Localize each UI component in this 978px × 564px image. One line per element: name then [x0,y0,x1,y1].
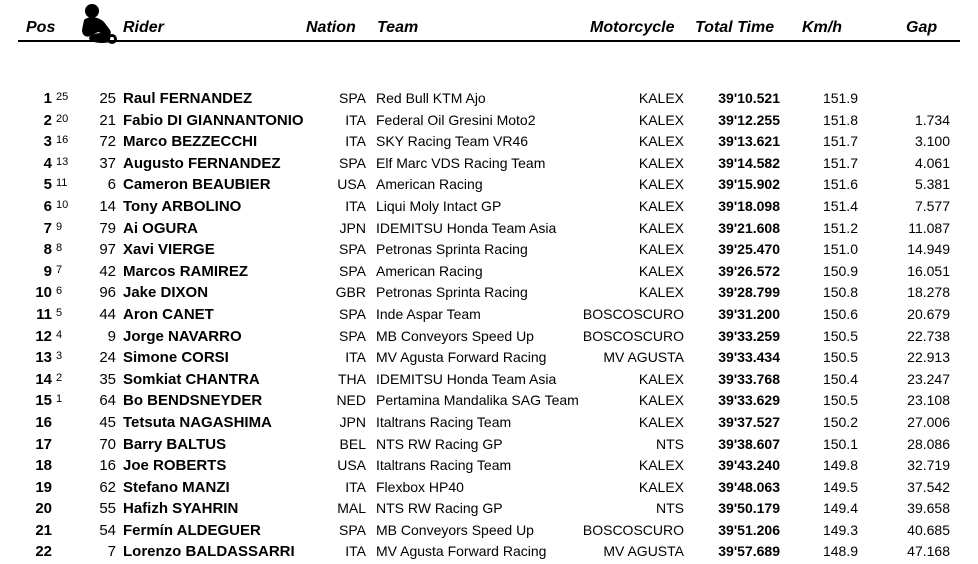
row-total-time: 39'50.179 [718,500,780,517]
row-team: NTS RW Racing GP [376,500,503,517]
row-gap: 22.913 [907,349,950,366]
row-speed: 151.4 [822,197,858,214]
row-rider-name: Xavi VIERGE [123,241,215,259]
table-row [0,434,978,456]
row-team: American Racing [376,176,483,193]
row-team: Flexbox HP40 [376,478,464,495]
row-nation: THA [338,370,366,387]
row-gap: 39.658 [907,500,950,517]
row-team: Red Bull KTM Ajo [376,90,486,106]
row-rider-number: 6 [107,176,116,194]
row-grid-position: 7 [56,263,63,276]
row-pos: 18 [35,457,52,475]
row-rider-name: Bo BENDSNEYDER [123,392,263,410]
row-nation: BEL [339,435,366,452]
row-speed: 151.2 [822,219,858,236]
row-team: Inde Aspar Team [376,305,481,322]
row-motorcycle: BOSCOSCURO [582,327,684,344]
row-speed: 150.9 [822,262,858,279]
row-total-time: 39'18.098 [718,197,780,214]
row-total-time: 39'37.527 [718,413,780,430]
row-grid-position: 6 [56,285,63,298]
row-gap: 5.381 [914,176,950,193]
row-motorcycle: KALEX [638,392,684,409]
row-pos: 10 [35,284,52,302]
row-total-time: 39'43.240 [718,457,780,474]
row-nation: GBR [335,284,366,301]
row-rider-number: 97 [99,241,116,259]
row-speed: 149.8 [822,457,858,474]
row-rider-name: Tetsuta NAGASHIMA [123,413,272,431]
row-gap: 3.100 [914,133,950,150]
row-team: MV Agusta Forward Racing [376,349,547,366]
row-total-time: 39'33.259 [718,327,780,344]
row-gap: 32.719 [907,457,950,474]
row-speed: 151.0 [822,241,858,258]
row-grid-position: 3 [56,350,63,363]
row-rider-name: Marco BEZZECCHI [123,133,258,151]
row-rider-name: Ai OGURA [123,219,198,237]
row-rider-name: Jake DIXON [123,284,209,302]
row-pos: 1 [43,90,52,107]
row-pos: 9 [43,262,52,280]
row-speed: 148.9 [822,543,858,560]
row-grid-position: 10 [56,198,69,211]
row-rider-number: 7 [107,543,116,561]
row-team: MV Agusta Forward Racing [376,543,547,560]
row-pos: 5 [43,176,52,194]
row-nation: SPA [339,521,366,538]
row-grid-position: 11 [56,177,68,190]
results-header [0,0,978,44]
results-table [0,88,978,563]
row-motorcycle: KALEX [638,370,684,387]
row-rider-name: Joe ROBERTS [123,457,227,475]
row-total-time: 39'51.206 [718,521,780,538]
row-nation: SPA [339,241,366,258]
table-row [0,455,978,477]
row-total-time: 39'26.572 [718,262,780,279]
row-rider-name: Fabio DI GIANNANTONIO [123,111,304,129]
row-rider-name: Fermín ALDEGUER [123,521,261,539]
row-speed: 150.5 [822,392,858,409]
row-rider-number: 54 [99,521,116,539]
row-rider-name: Lorenzo BALDASSARRI [123,543,295,561]
row-rider-name: Hafizh SYAHRIN [123,500,239,518]
row-speed: 149.5 [822,478,858,495]
row-nation: NED [336,392,366,409]
row-nation: SPA [339,154,366,171]
row-rider-number: 35 [99,370,116,388]
row-total-time: 39'33.434 [718,349,780,366]
row-rider-number: 70 [99,435,116,453]
row-pos: 7 [43,219,52,237]
header-kmh: Km/h [802,19,842,36]
table-row [0,390,978,412]
row-pos: 19 [35,478,52,496]
row-total-time: 39'14.582 [718,154,780,171]
row-grid-position: 8 [56,242,63,255]
row-gap: 37.542 [907,478,950,495]
row-rider-name: Simone CORSI [123,349,229,367]
row-gap: 1.734 [914,111,950,128]
row-rider-name: Raul FERNANDEZ [123,90,253,107]
row-gap: 14.949 [907,241,950,258]
row-team: Federal Oil Gresini Moto2 [376,111,536,128]
row-team: MB Conveyors Speed Up [376,521,534,538]
row-gap: 16.051 [907,262,950,279]
row-grid-position: 4 [56,328,63,341]
header-pos: Pos [26,19,56,36]
header-team: Team [377,19,419,36]
row-gap: 18.278 [907,284,950,301]
table-row [0,110,978,132]
table-row [0,153,978,175]
row-nation: USA [337,176,366,193]
row-gap: 7.577 [914,197,950,214]
row-gap: 47.168 [907,543,950,560]
row-rider-number: 96 [99,284,116,302]
row-motorcycle: MV AGUSTA [603,543,684,560]
table-row [0,477,978,499]
row-speed: 151.7 [822,133,858,150]
row-rider-number: 25 [99,90,116,107]
row-team: Italtrans Racing Team [376,413,512,430]
row-nation: JPN [339,219,366,236]
row-nation: SPA [339,90,366,106]
row-rider-name: Tony ARBOLINO [123,197,242,215]
row-rider-number: 9 [107,327,116,345]
row-nation: ITA [345,478,366,495]
table-row [0,304,978,326]
row-team: Petronas Sprinta Racing [376,284,528,301]
row-motorcycle: KALEX [638,133,684,150]
row-rider-number: 55 [99,500,116,518]
row-speed: 150.2 [822,413,858,430]
row-team: Pertamina Mandalika SAG Team [376,392,579,409]
row-speed: 150.8 [822,284,858,301]
row-pos: 14 [35,370,52,388]
row-total-time: 39'33.629 [718,392,780,409]
row-gap: 28.086 [907,435,950,452]
row-speed: 150.4 [822,370,858,387]
row-speed: 151.6 [822,176,858,193]
row-grid-position: 2 [56,371,63,384]
row-pos: 4 [43,154,52,172]
row-motorcycle: KALEX [638,219,684,236]
row-motorcycle: MV AGUSTA [603,349,684,366]
row-rider-number: 79 [99,219,116,237]
row-team: Liqui Moly Intact GP [376,197,502,214]
row-pos: 3 [43,133,52,151]
row-motorcycle: KALEX [638,154,684,171]
row-motorcycle: NTS [656,435,684,452]
table-row [0,218,978,240]
row-team: SKY Racing Team VR46 [376,133,529,150]
header-nation: Nation [306,19,356,36]
row-nation: ITA [345,543,366,560]
row-total-time: 39'28.799 [718,284,780,301]
row-speed: 150.5 [822,349,858,366]
row-team: IDEMITSU Honda Team Asia [376,219,557,236]
row-pos: 8 [43,241,52,259]
row-pos: 2 [43,111,52,129]
table-row [0,347,978,369]
row-grid-position: 9 [56,220,63,233]
row-nation: ITA [345,349,366,366]
row-motorcycle: KALEX [638,241,684,258]
table-row [0,88,978,110]
row-rider-name: Marcos RAMIREZ [123,262,249,280]
header-motorcycle: Motorcycle [590,19,675,36]
row-pos: 17 [35,435,52,453]
row-rider-number: 42 [99,262,116,280]
row-speed: 151.9 [822,90,858,106]
row-gap: 23.247 [907,370,950,387]
row-speed: 150.6 [822,305,858,322]
table-row [0,239,978,261]
row-rider-name: Stefano MANZI [123,478,230,496]
row-nation: ITA [345,111,366,128]
row-gap: 22.738 [907,327,950,344]
row-nation: USA [337,457,366,474]
row-rider-number: 72 [99,133,116,151]
header-divider [18,40,960,42]
row-rider-number: 45 [99,413,116,431]
row-motorcycle: KALEX [638,90,684,106]
row-team: Petronas Sprinta Racing [376,241,528,258]
row-speed: 151.7 [822,154,858,171]
table-row [0,369,978,391]
row-motorcycle: KALEX [638,284,684,301]
row-rider-number: 37 [99,154,116,172]
row-motorcycle: BOSCOSCURO [582,521,684,538]
row-grid-position: 13 [56,155,69,168]
row-total-time: 39'21.608 [718,219,780,236]
row-pos: 15 [35,392,52,410]
row-team: American Racing [376,262,483,279]
row-pos: 11 [36,305,52,323]
row-motorcycle: KALEX [638,111,684,128]
table-row [0,196,978,218]
row-rider-name: Somkiat CHANTRA [123,370,260,388]
row-pos: 13 [35,349,52,367]
row-rider-number: 21 [99,111,116,129]
row-rider-name: Augusto FERNANDEZ [123,154,281,172]
row-total-time: 39'38.607 [718,435,780,452]
row-motorcycle: KALEX [638,457,684,474]
row-pos: 22 [35,543,52,561]
row-rider-name: Cameron BEAUBIER [123,176,271,194]
row-nation: MAL [337,500,366,517]
row-total-time: 39'10.521 [718,90,780,106]
row-total-time: 39'13.621 [718,133,780,150]
row-nation: ITA [345,133,366,150]
row-motorcycle: KALEX [638,478,684,495]
row-grid-position: 1 [56,393,63,406]
row-grid-position: 16 [56,134,69,147]
row-rider-number: 62 [99,478,116,496]
row-pos: 6 [43,197,52,215]
table-row [0,326,978,348]
row-team: Italtrans Racing Team [376,457,512,474]
row-rider-number: 24 [99,349,116,367]
row-total-time: 39'57.689 [718,543,780,560]
row-gap: 27.006 [907,413,950,430]
row-nation: JPN [339,413,366,430]
row-speed: 149.3 [822,521,858,538]
row-rider-name: Aron CANET [123,305,214,323]
row-team: NTS RW Racing GP [376,435,503,452]
table-row [0,412,978,434]
row-gap: 4.061 [914,154,950,171]
row-gap: 20.679 [907,305,950,322]
row-nation: ITA [345,197,366,214]
row-gap: 23.108 [907,392,950,409]
table-row [0,520,978,542]
row-nation: SPA [339,262,366,279]
row-rider-name: Barry BALTUS [123,435,227,453]
row-total-time: 39'12.255 [718,111,780,128]
row-pos: 12 [35,327,52,345]
row-team: Elf Marc VDS Racing Team [376,154,546,171]
row-motorcycle: KALEX [638,413,684,430]
row-total-time: 39'15.902 [718,176,780,193]
row-motorcycle: KALEX [638,176,684,193]
row-team: MB Conveyors Speed Up [376,327,534,344]
header-total-time: Total Time [695,19,775,36]
row-grid-position: 25 [56,91,69,103]
row-total-time: 39'25.470 [718,241,780,258]
row-pos: 16 [35,413,52,431]
row-nation: SPA [339,327,366,344]
row-speed: 151.8 [822,111,858,128]
row-grid-position: 5 [56,306,63,319]
header-rider: Rider [123,19,164,36]
row-rider-number: 14 [99,197,116,215]
row-rider-number: 44 [99,305,116,323]
row-gap: 40.685 [907,521,950,538]
row-total-time: 39'33.768 [718,370,780,387]
row-total-time: 39'48.063 [718,478,780,495]
row-nation: SPA [339,305,366,322]
row-motorcycle: KALEX [638,262,684,279]
row-motorcycle: BOSCOSCURO [582,305,684,322]
row-motorcycle: NTS [656,500,684,517]
table-row [0,282,978,304]
table-row [0,261,978,283]
row-rider-number: 64 [99,392,116,410]
row-speed: 150.1 [822,435,858,452]
table-row [0,174,978,196]
row-motorcycle: KALEX [638,197,684,214]
header-gap: Gap [906,19,938,36]
row-speed: 149.4 [822,500,858,517]
table-row [0,541,978,563]
table-row [0,131,978,153]
table-row [0,498,978,520]
row-grid-position: 20 [56,112,69,125]
row-pos: 20 [35,500,52,518]
row-rider-name: Jorge NAVARRO [123,327,242,345]
row-team: IDEMITSU Honda Team Asia [376,370,557,387]
row-pos: 21 [35,521,52,539]
row-gap: 11.087 [908,219,950,236]
row-rider-number: 16 [99,457,116,475]
row-total-time: 39'31.200 [718,305,780,322]
row-speed: 150.5 [822,327,858,344]
